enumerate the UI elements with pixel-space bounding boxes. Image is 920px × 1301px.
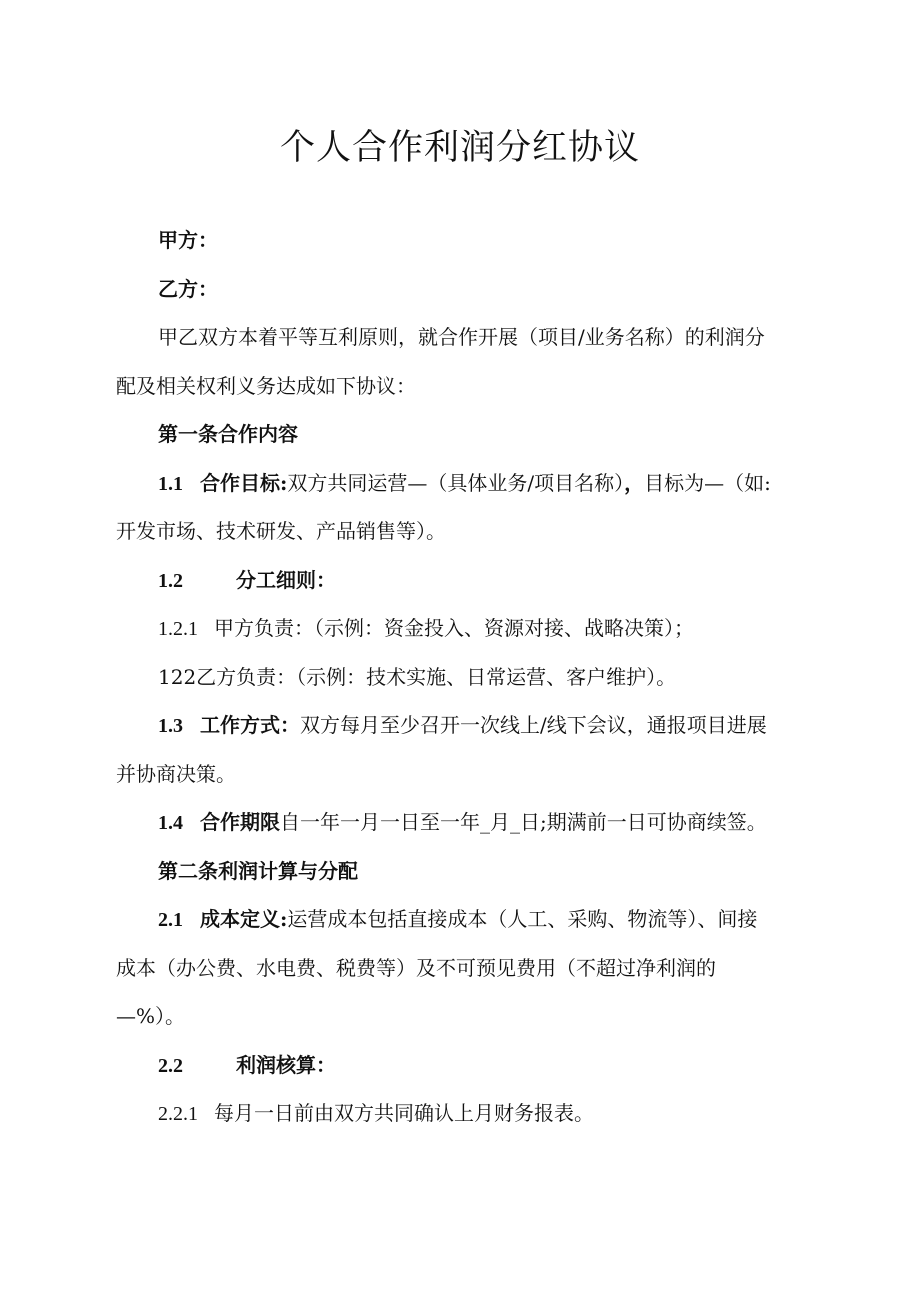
clause-1-2-2: 122乙方负责：（示例：技术实施、日常运营、客户维护）。 (158, 665, 677, 689)
clause-1-4-text: 自一年一月一日至一年_月_日;期满前一日可协商续签。 (280, 810, 767, 834)
clause-1-2 (158, 565, 336, 595)
clause-1-3-text: 双方每月至少召开一次线上/线下会议，通报项目进展 (300, 713, 767, 737)
clause-2-1-label: 成本定义: (200, 907, 288, 931)
clause-1-4 (158, 807, 767, 837)
party-a-label: 甲方： (158, 228, 218, 252)
clause-1-2-number: 1.2 (158, 570, 183, 592)
clause-1-3-label: 工作方式： (200, 713, 300, 737)
clause-1-3-line-2: 并协商决策。 (116, 762, 236, 786)
clause-1-2-1-text: 甲方负责：（示例：资金投入、资源对接、战略决策）； (214, 616, 694, 640)
clause-2-1-line-2: 成本（办公费、水电费、税费等）及不可预见费用（不超过净利润的 (116, 956, 716, 980)
article-1-heading: 第一条合作内容 (158, 422, 298, 446)
clause-2-1-line-3: —%）。 (116, 1004, 186, 1028)
clause-1-2-1-number: 1.2.1 (158, 618, 198, 640)
clause-1-1 (158, 468, 771, 498)
clause-1-1-line-2: 开发市场、技术研发、产品销售等）。 (116, 519, 446, 543)
clause-2-2-1-number: 2.2.1 (158, 1103, 198, 1125)
clause-1-3-number: 1.3 (158, 715, 183, 737)
clause-2-2 (158, 1050, 336, 1080)
clause-2-1-text: 运营成本包括直接成本（人工、采购、物流等）、间接 (287, 907, 758, 931)
intro-line-2: 配及相关权利义务达成如下协议： (116, 374, 416, 398)
clause-2-1 (158, 904, 757, 934)
clause-1-2-label: 分工细则： (236, 568, 336, 592)
clause-1-4-label: 合作期限 (200, 810, 280, 834)
clause-1-1-label: 合作目标: (200, 471, 288, 495)
clause-2-2-1 (158, 1098, 594, 1128)
article-2-heading: 第二条利润计算与分配 (158, 859, 358, 883)
party-b-label: 乙方： (158, 277, 218, 301)
clause-1-1-number: 1.1 (158, 473, 183, 495)
intro-line-1: 甲乙双方本着平等互利原则，就合作开展（项目/业务名称）的利润分 (158, 325, 765, 349)
clause-2-2-label: 利润核算： (236, 1053, 336, 1077)
clause-2-2-1-text: 每月一日前由双方共同确认上月财务报表。 (214, 1101, 594, 1125)
clause-1-4-number: 1.4 (158, 812, 183, 834)
clause-2-1-number: 2.1 (158, 909, 183, 931)
document-title: 个人合作利润分红协议 (279, 128, 640, 168)
clause-1-1-comma: ， (624, 471, 645, 495)
clause-2-2-number: 2.2 (158, 1055, 183, 1077)
clause-1-1-text-end: 目标为—（如: (644, 471, 771, 495)
clause-1-2-1 (158, 613, 694, 643)
clause-1-1-text: 双方共同运营—（具体业务/项目名称） (287, 471, 625, 495)
clause-1-3 (158, 710, 767, 740)
